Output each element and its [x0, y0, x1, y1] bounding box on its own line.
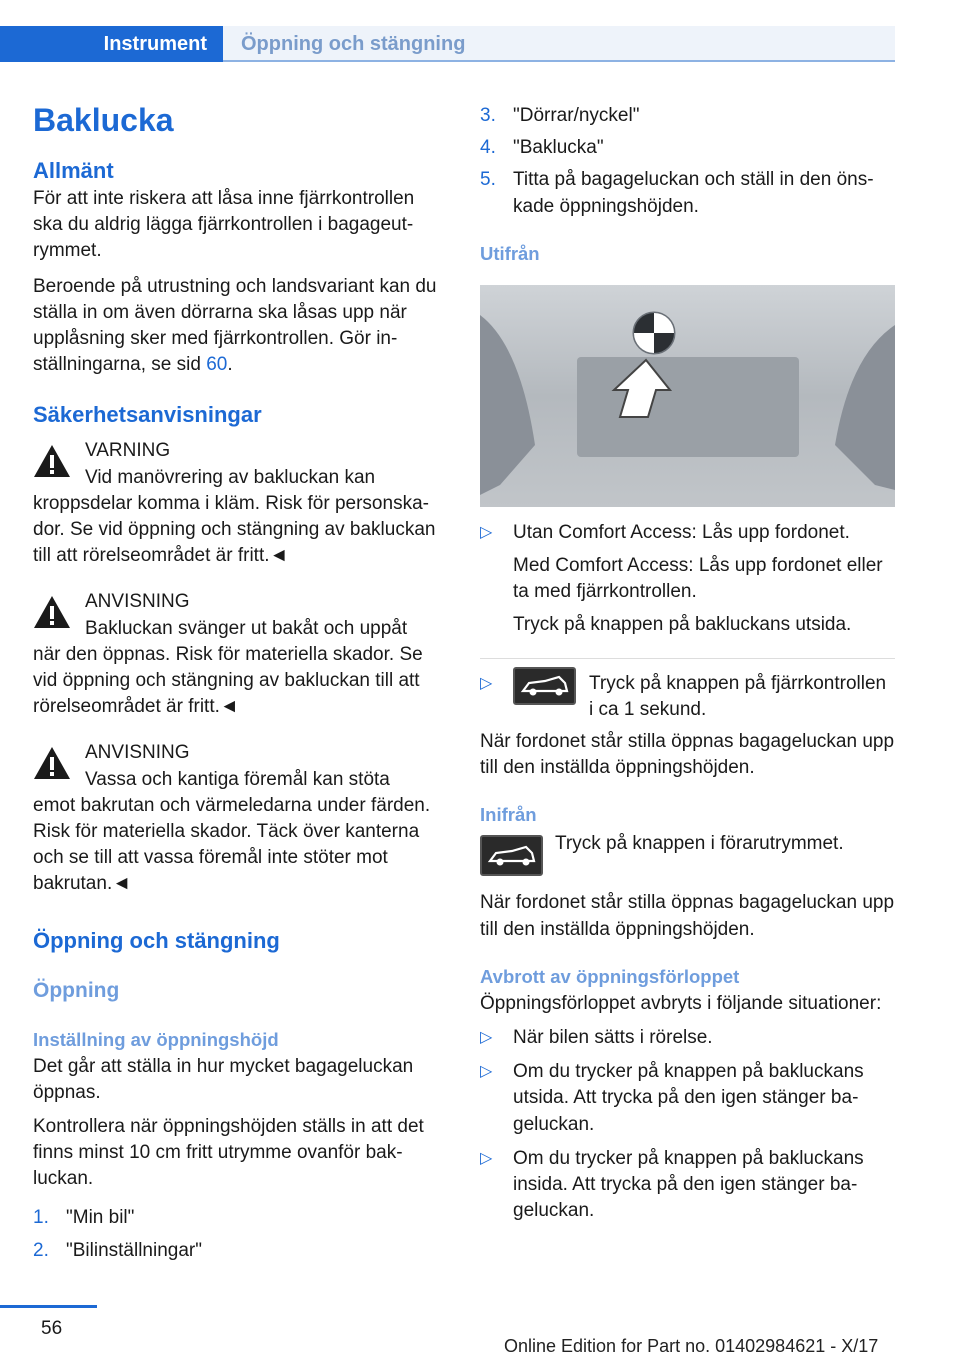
height-paragraph-1: Det går att ställa in hur mycket bagageluckan öppnas.	[33, 1055, 414, 1103]
general-paragraph-2: Beroende på utrustning och landsvariant kan du ställa in om även dörrarna ska låsas upp när upplåsning sker med fjärrkontrollen. Gör inställningarna, se sid 60.	[33, 275, 437, 376]
warning-block-1	[33, 438, 448, 569]
list-item: 3. "Dörrar/nyckel"	[480, 105, 640, 126]
bullet-triangle-icon: ▷	[480, 523, 493, 541]
bullet-triangle-icon: ▷	[480, 1029, 493, 1047]
list-item: 4. "Baklucka"	[480, 137, 604, 159]
warning-triangle-icon	[33, 746, 71, 780]
bullet-triangle-icon: ▷	[480, 1063, 493, 1081]
heading-from-inside: Inifrån	[480, 804, 537, 826]
page-title: Baklucka	[33, 102, 174, 138]
warning-first-line: Bakluckan svänger ut bakåt och uppåt	[85, 617, 408, 639]
steps-list-left	[33, 1205, 448, 1264]
outside-paragraph: När fordonet står stilla öppnas bagageluckan upp till den inställda öppningshöjden.	[480, 731, 895, 779]
list-item: ▷ Tryck på knappen på fjärrkontrollen i ca 1 sekund.	[480, 658, 895, 723]
page-reference-link[interactable]: 60	[206, 354, 228, 376]
heading-from-outside: Utifrån	[480, 242, 540, 264]
tailgate-photo	[480, 285, 895, 507]
page-header	[0, 26, 895, 62]
tailgate-button-icon	[513, 667, 576, 705]
steps-list-right	[480, 103, 895, 220]
heading-abort-opening: Avbrott av öppningsförloppet	[480, 965, 740, 987]
warning-first-line: Vid manövrering av bakluckan kan	[85, 466, 376, 488]
heading-safety: Säkerhetsanvisningar	[33, 402, 262, 428]
warning-first-line: Vassa och kantiga föremål kan stöta	[85, 768, 390, 790]
warning-text: kroppsdelar komma i kläm. Risk för personskador. Se vid öppning och stängning av bakluckan till att rörelseområdet är fritt.◄	[33, 492, 436, 567]
list-item: ▷ Om du trycker på knappen på bakluckans utsida. Att trycka på den igen stänger bageluckan.	[480, 1061, 864, 1135]
warning-text: emot bakrutan och värmeledarna under färden. Risk för materiella skador. Täck över kanterna och se till att vassa föremål inte stöter mot bakrutan.◄	[33, 794, 431, 895]
warning-triangle-icon	[33, 595, 71, 629]
list-item: 2. "Bilinställningar"	[33, 1239, 202, 1261]
list-item: ▷ Om du trycker på knappen på bakluckans insida. Att trycka på den igen stänger bageluckan.	[480, 1147, 864, 1222]
footer-rule	[0, 1305, 97, 1308]
abort-paragraph: Öppningsförloppet avbryts i följande situationer:	[480, 992, 882, 1014]
list-item: ▷ När bilen sätts i rörelse.	[480, 1025, 895, 1051]
inside-instruction	[480, 831, 895, 876]
bullet-triangle-icon: ▷	[480, 1149, 493, 1167]
chapter-tab-instrument[interactable]: Instrument	[0, 26, 223, 62]
heading-open-close: Öppning och stängning	[33, 927, 280, 953]
inside-instruction-text: Tryck på knappen i förarutrymmet.	[555, 833, 844, 855]
warning-label: VARNING	[85, 440, 171, 462]
page-number: 56	[41, 1318, 63, 1339]
warning-triangle-icon	[33, 444, 71, 478]
height-paragraph-2: Kontrollera när öppningshöjden ställs in att det finns minst 10 cm fritt utrymme ovanför bakluckan.	[33, 1116, 424, 1190]
tailgate-button-icon	[480, 835, 543, 876]
footer-edition: Online Edition for Part no. 01402984621 - X/17	[504, 1336, 879, 1356]
list-item: 5. Titta på bagageluckan och ställ in den önskade öppningshöjden.	[480, 169, 874, 217]
bullet-triangle-icon: ▷	[480, 674, 493, 692]
right-column	[480, 96, 895, 1224]
warning-block-3	[33, 740, 448, 897]
heading-opening-height: Inställning av öppningshöjd	[33, 1028, 279, 1050]
left-column	[33, 96, 448, 1264]
heading-general: Allmänt	[33, 158, 114, 183]
outside-bullet-list	[480, 520, 895, 723]
inside-paragraph: När fordonet står stilla öppnas bagageluckan upp till den inställda öppningshöjden.	[480, 892, 895, 940]
list-item: ▷ Utan Comfort Access: Lås upp fordonet. Med Comfort Access: Lås upp fordonet eller ta med fjärrkontrollen. Tryck på knappen på bakluckans utsida.	[480, 521, 883, 636]
warning-label: ANVISNING	[85, 742, 190, 764]
warning-text: när den öppnas. Risk för materiella skador. Se vid öppning och stängning av bakluckan till att rörelseområdet är fritt.◄	[33, 643, 423, 718]
list-item: 1. "Min bil"	[33, 1206, 135, 1228]
general-paragraph-1: För att inte riskera att låsa inne fjärrkontrollen ska du aldrig lägga fjärrkontrollen i bagageutrymmet.	[33, 188, 415, 262]
abort-bullet-list	[480, 1025, 895, 1224]
header-rule	[223, 60, 895, 62]
warning-block-2	[33, 589, 448, 720]
warning-label: ANVISNING	[85, 591, 190, 613]
heading-opening: Öppning	[33, 978, 120, 1002]
tailgate-illustration	[480, 285, 895, 507]
section-tab-opening-closing[interactable]: Öppning och stängning	[223, 26, 895, 62]
